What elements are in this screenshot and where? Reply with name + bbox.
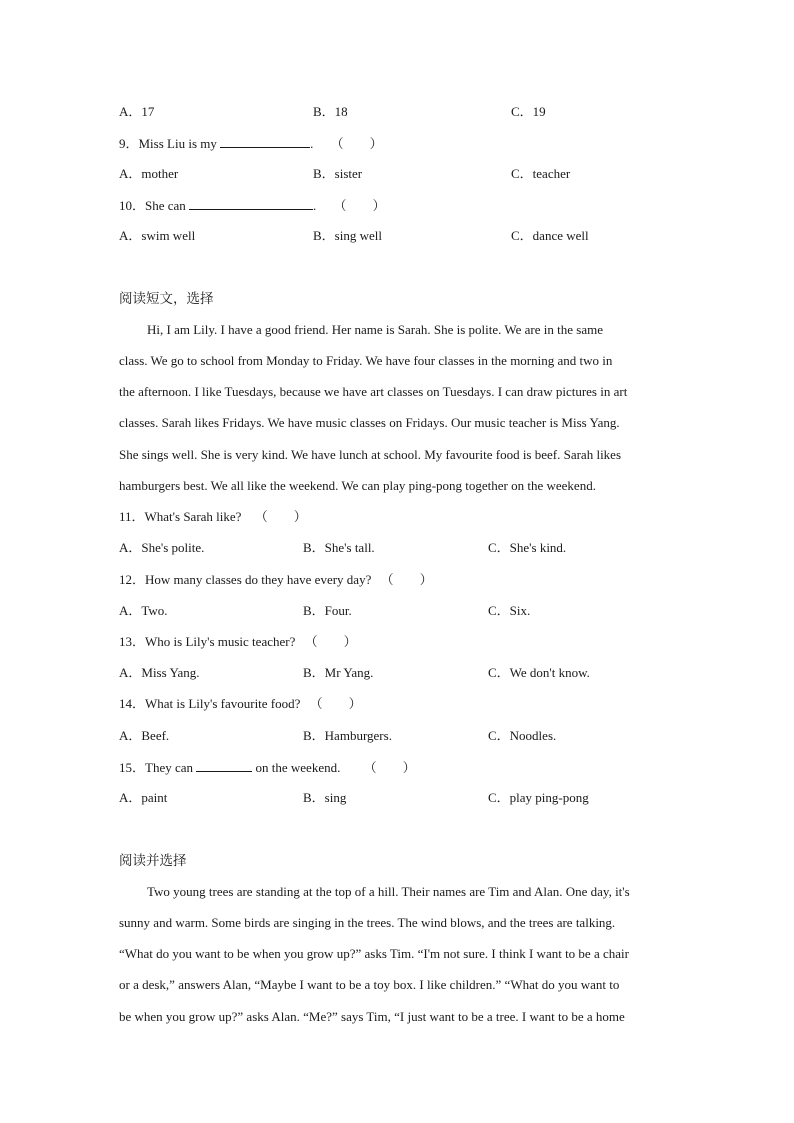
answer-paren-9[interactable]: （ ） — [330, 136, 383, 151]
q14-option-b: B．Hamburgers. — [303, 728, 392, 743]
passage-1-line-5: She sings well. She is very kind. We have lunch at school. My favourite food is beef. Sarah likes — [119, 447, 622, 462]
q15-option-c: C．play ping-pong — [488, 790, 589, 805]
question-14 — [119, 696, 362, 712]
q13-option-b: B．Mr Yang. — [303, 665, 374, 680]
passage-2-line-2: sunny and warm. Some birds are singing in the trees. The wind blows, and the trees are talking. — [119, 915, 616, 930]
q11-option-c: C．She's kind. — [488, 540, 567, 555]
q12-option-a: A．Two. — [119, 603, 168, 618]
section-1-heading: 阅读短文，选择 — [119, 291, 214, 307]
answer-blank-9[interactable] — [220, 135, 310, 148]
question-9 — [119, 135, 383, 152]
q10-option-c: C．dance well — [511, 228, 589, 243]
question-10-prefix: 10．She can — [119, 198, 186, 213]
passage-1-line-6: hamburgers best. We all like the weekend. We can play ping-pong together on the weekend. — [119, 478, 596, 493]
question-14-text: 14．What is Lily's favourite food? — [119, 696, 301, 711]
answer-paren-12[interactable]: （ ） — [380, 572, 433, 587]
question-12-text: 12．How many classes do they have every day? — [119, 572, 372, 587]
answer-paren-11[interactable]: （ ） — [254, 509, 307, 524]
passage-1-line-3: the afternoon. I like Tuesdays, because we have art classes on Tuesdays. I can draw pictures in art — [119, 384, 628, 399]
passage-2-line-4: or a desk,” answers Alan, “Maybe I want to be a toy box. I like children.” “What do you want to — [119, 977, 620, 992]
passage-2-line-3: “What do you want to be when you grow up?” asks Tim. “I'm not sure. I think I want to be a chair — [119, 946, 629, 961]
question-13 — [119, 634, 357, 650]
option-b-18: B．18 — [313, 104, 348, 119]
passage-1-line-4: classes. Sarah likes Fridays. We have music classes on Fridays. Our music teacher is Miss Yang. — [119, 415, 620, 430]
answer-paren-10[interactable]: （ ） — [333, 198, 386, 213]
answer-blank-10[interactable] — [189, 197, 313, 210]
answer-paren-15[interactable]: （ ） — [363, 760, 416, 775]
answer-paren-14[interactable]: （ ） — [309, 696, 362, 711]
option-c-19: C．19 — [511, 104, 546, 119]
answer-paren-13[interactable]: （ ） — [304, 634, 357, 649]
passage-1-line-2: class. We go to school from Monday to Friday. We have four classes in the morning and two in — [119, 353, 613, 368]
q13-option-a: A．Miss Yang. — [119, 665, 200, 680]
q10-option-a: A．swim well — [119, 228, 196, 243]
q12-option-c: C．Six. — [488, 603, 531, 618]
q11-option-a: A．She's polite. — [119, 540, 205, 555]
q9-option-b: B．sister — [313, 166, 363, 181]
question-9-prefix: 9．Miss Liu is my — [119, 136, 217, 151]
q12-option-b: B．Four. — [303, 603, 352, 618]
passage-2-line-1: Two young trees are standing at the top of a hill. Their names are Tim and Alan. One day, it's — [147, 884, 630, 899]
q14-option-c: C．Noodles. — [488, 728, 557, 743]
question-12 — [119, 572, 433, 588]
question-15-prefix: 15．They can — [119, 760, 194, 775]
question-15-suffix: on the weekend. — [255, 760, 341, 775]
q9-option-a: A．mother — [119, 166, 179, 181]
question-10 — [119, 197, 386, 214]
question-15 — [119, 759, 416, 776]
question-13-text: 13．Who is Lily's music teacher? — [119, 634, 296, 649]
question-10-suffix: . — [313, 198, 317, 213]
answer-blank-15[interactable] — [196, 759, 252, 772]
section-2-heading: 阅读并选择 — [119, 853, 187, 869]
question-11-text: 11．What's Sarah like? — [119, 509, 242, 524]
q11-option-b: B．She's tall. — [303, 540, 375, 555]
q13-option-c: C．We don't know. — [488, 665, 590, 680]
q9-option-c: C．teacher — [511, 166, 571, 181]
passage-1-line-1: Hi, I am Lily. I have a good friend. Her name is Sarah. She is polite. We are in the same — [147, 322, 603, 337]
q14-option-a: A．Beef. — [119, 728, 170, 743]
q15-option-b: B．sing — [303, 790, 347, 805]
q10-option-b: B．sing well — [313, 228, 382, 243]
q15-option-a: A．paint — [119, 790, 168, 805]
option-a-17: A．17 — [119, 104, 155, 119]
passage-2-line-5: be when you grow up?” asks Alan. “Me?” says Tim, “I just want to be a tree. I want to be a home — [119, 1009, 625, 1024]
question-11 — [119, 509, 307, 525]
question-9-suffix: . — [310, 136, 314, 151]
